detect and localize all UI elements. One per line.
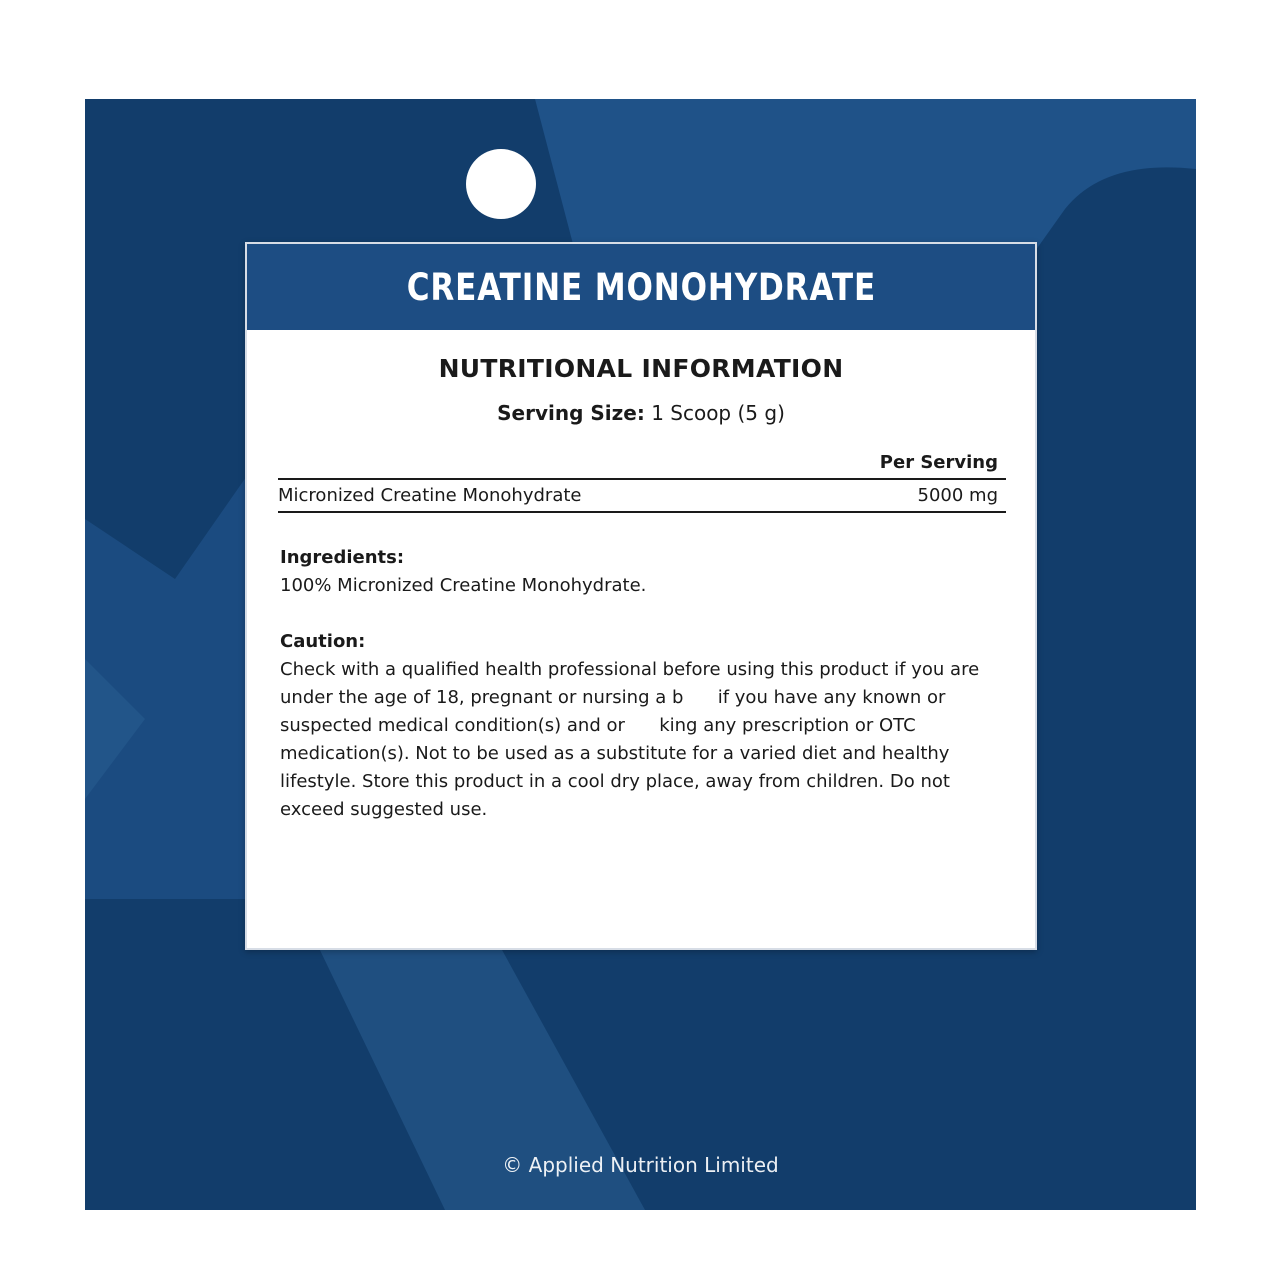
serving-size-value: 1 Scoop (5 g) — [651, 401, 785, 425]
per-serving-header: Per Serving — [278, 448, 1006, 480]
serving-size-label: Serving Size: — [497, 401, 645, 425]
nutrition-label — [245, 242, 1037, 950]
packaging-panel — [85, 99, 1196, 1210]
caution-text: Check with a qualified health professional before using this product if you are under the age of 18, pregnant or nursing a b if you have any known or suspected medical condition(s) and or king any prescription or OTC medication(s). Not to be used as a substitute for a varied diet and healthy lifestyle. Store this product in a cool dry place, away from children. Do not exceed suggested use. — [280, 659, 985, 820]
nutritional-info-heading: NUTRITIONAL INFORMATION — [438, 354, 844, 383]
product-title: CREATINE MONOHYDRATE — [406, 265, 876, 309]
nutrition-table — [278, 448, 1006, 513]
label-header-bar — [247, 244, 1035, 330]
nutrient-name: Micronized Creatine Monohydrate — [278, 485, 582, 506]
nutrient-value: 5000 mg — [917, 485, 998, 506]
serving-size — [247, 401, 1035, 425]
table-row — [278, 480, 1006, 513]
hang-hole — [466, 149, 536, 219]
copyright-footer: © Applied Nutrition Limited — [502, 1153, 779, 1177]
ingredients-title: Ingredients: — [280, 547, 405, 568]
caution-title: Caution: — [280, 631, 366, 652]
ingredients-text: 100% Micronized Creatine Monohydrate. — [280, 575, 647, 596]
